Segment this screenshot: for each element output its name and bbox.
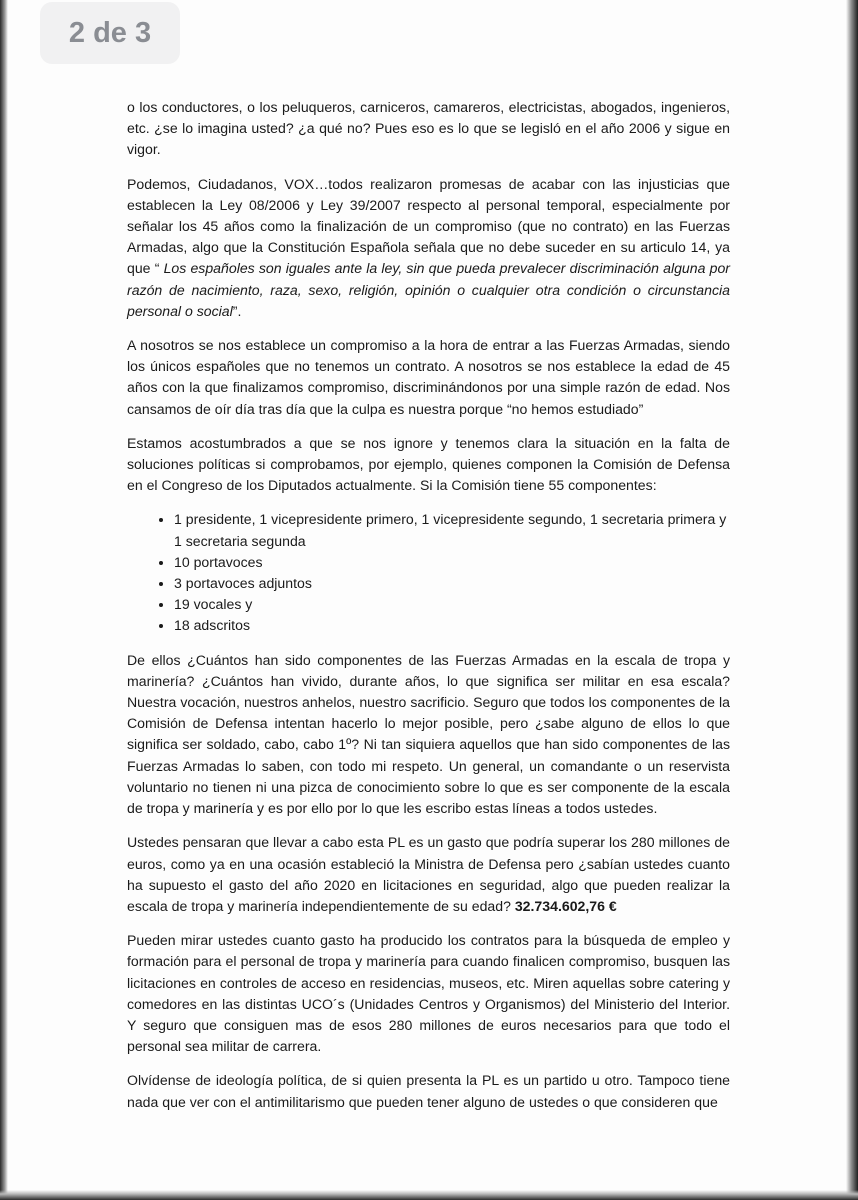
paragraph-1: o los conductores, o los peluqueros, carniceros, camareros, electricistas, abogados, ingenieros, etc. ¿se lo imagina usted? ¿a qué no? Pues eso es lo que se legisló en el año 2006 y sigue en vigor. <box>127 99 730 158</box>
paragraph-7: Pueden mirar ustedes cuanto gasto ha producido los contratos para la búsqueda de empleo y formación para el personal de tropa y marinería para cuando finalicen compromiso, busquen las licitaciones en controles de acceso en residencias, museos, etc. Miren aquellas sobre catering y comedores en las distintas UCO´s (Unidades Centros y Organismos) del Ministerio del Interior. Y seguro que consiguen mas de esos 280 millones de euros necesarios para que todo el personal sea militar de carrera. <box>127 932 730 1055</box>
list-item: • 19 vocales y <box>174 594 730 615</box>
list-item: • 1 presidente, 1 vicepresidente primero, 1 vicepresidente segundo, 1 secretaria primera y 1 secretaria segunda <box>174 509 730 551</box>
list-item: • 18 adscritos <box>174 615 730 636</box>
paragraph-8: Olvídense de ideología política, de si quien presenta la PL es un partido u otro. Tampoco tiene nada que ver con el antimilitarismo que pueden tener alguno de ustedes o que consideren que <box>127 1072 730 1110</box>
paragraph-2-text: Podemos, Ciudadanos, VOX…todos realizaron promesas de acabar con las injusticias que establecen la Ley 08/2006 y Ley 39/2007 respecto al personal temporal, especialmente por señalar los 45 años como la finalización de un compromiso (que no contrato) en las Fuerzas Armadas, algo que la Constitución Española señala que no debe suceder en su articulo 14, ya que “ <box>127 175 730 277</box>
page-edge-shadow-left <box>0 0 8 1200</box>
page-edge-shadow-bottom <box>0 1190 858 1200</box>
list-item: • 3 portavoces adjuntos <box>174 573 730 594</box>
paragraph-6-text: Ustedes pensaran que llevar a cabo esta PL es un gasto que podría superar los 280 millones de euros, como ya en una ocasión estableció la Ministra de Defensa pero ¿sabían ustedes cuanto ha supuesto el gasto del año 2020 en licitaciones en seguridad, algo que pueden realizar la escala de tropa y marinería independientemente de su edad? <box>127 834 730 914</box>
paragraph-2-end: ”. <box>232 302 242 319</box>
paragraph-6 <box>127 832 730 917</box>
list-item: • 10 portavoces <box>174 552 730 573</box>
page-edge-shadow-right <box>846 0 858 1200</box>
page-counter-badge: 2 de 3 <box>40 2 180 64</box>
document-body <box>127 97 730 1126</box>
constitution-quote: Los españoles son iguales ante la ley, sin que pueda prevalecer discriminación alguna por razón de nacimiento, raza, sexo, religión, opinión o cualquier otra condición o circunstancia personal o social <box>127 260 730 319</box>
spending-amount: 32.734.602,76 € <box>514 897 617 914</box>
paragraph-5: De ellos ¿Cuántos han sido componentes de las Fuerzas Armadas en la escala de tropa y marinería? ¿Cuántos han vivido, durante años, lo que significa ser militar en esa escala? Nuestra vocación, nuestros anhelos, nuestro sacrificio. Seguro que todos los componentes de la Comisión de Defensa intentan hacerlo lo mejor posible, pero ¿sabe alguno de ellos lo que significa ser soldado, cabo, cabo 1º? Ni tan siquiera aquellos que han sido componentes de las Fuerzas Armadas lo saben, con todo mi respeto. Un general, un comandante o un reservista voluntario no tienen ni una pizca de conocimiento sobre lo que es ser componente de la escala de tropa y marinería y es por ello por lo que les escribo estas líneas a todos ustedes. <box>127 651 730 817</box>
paragraph-4: Estamos acostumbrados a que se nos ignore y tenemos clara la situación en la falta de soluciones políticas si comprobamos, por ejemplo, quienes componen la Comisión de Defensa en el Congreso de los Diputados actualmente. Si la Comisión tiene 55 componentes: <box>127 434 730 494</box>
commission-members-list <box>127 509 730 636</box>
paragraph-3: A nosotros se nos establece un compromiso a la hora de entrar a las Fuerzas Armadas, siendo los únicos españoles que no tenemos un contrato. A nosotros se nos establece la edad de 45 años con la que finalizamos compromiso, discriminándonos por una simple razón de edad. Nos cansamos de oír día tras día que la culpa es nuestra porque “no hemos estudiado” <box>127 337 730 417</box>
paragraph-2 <box>127 174 730 322</box>
